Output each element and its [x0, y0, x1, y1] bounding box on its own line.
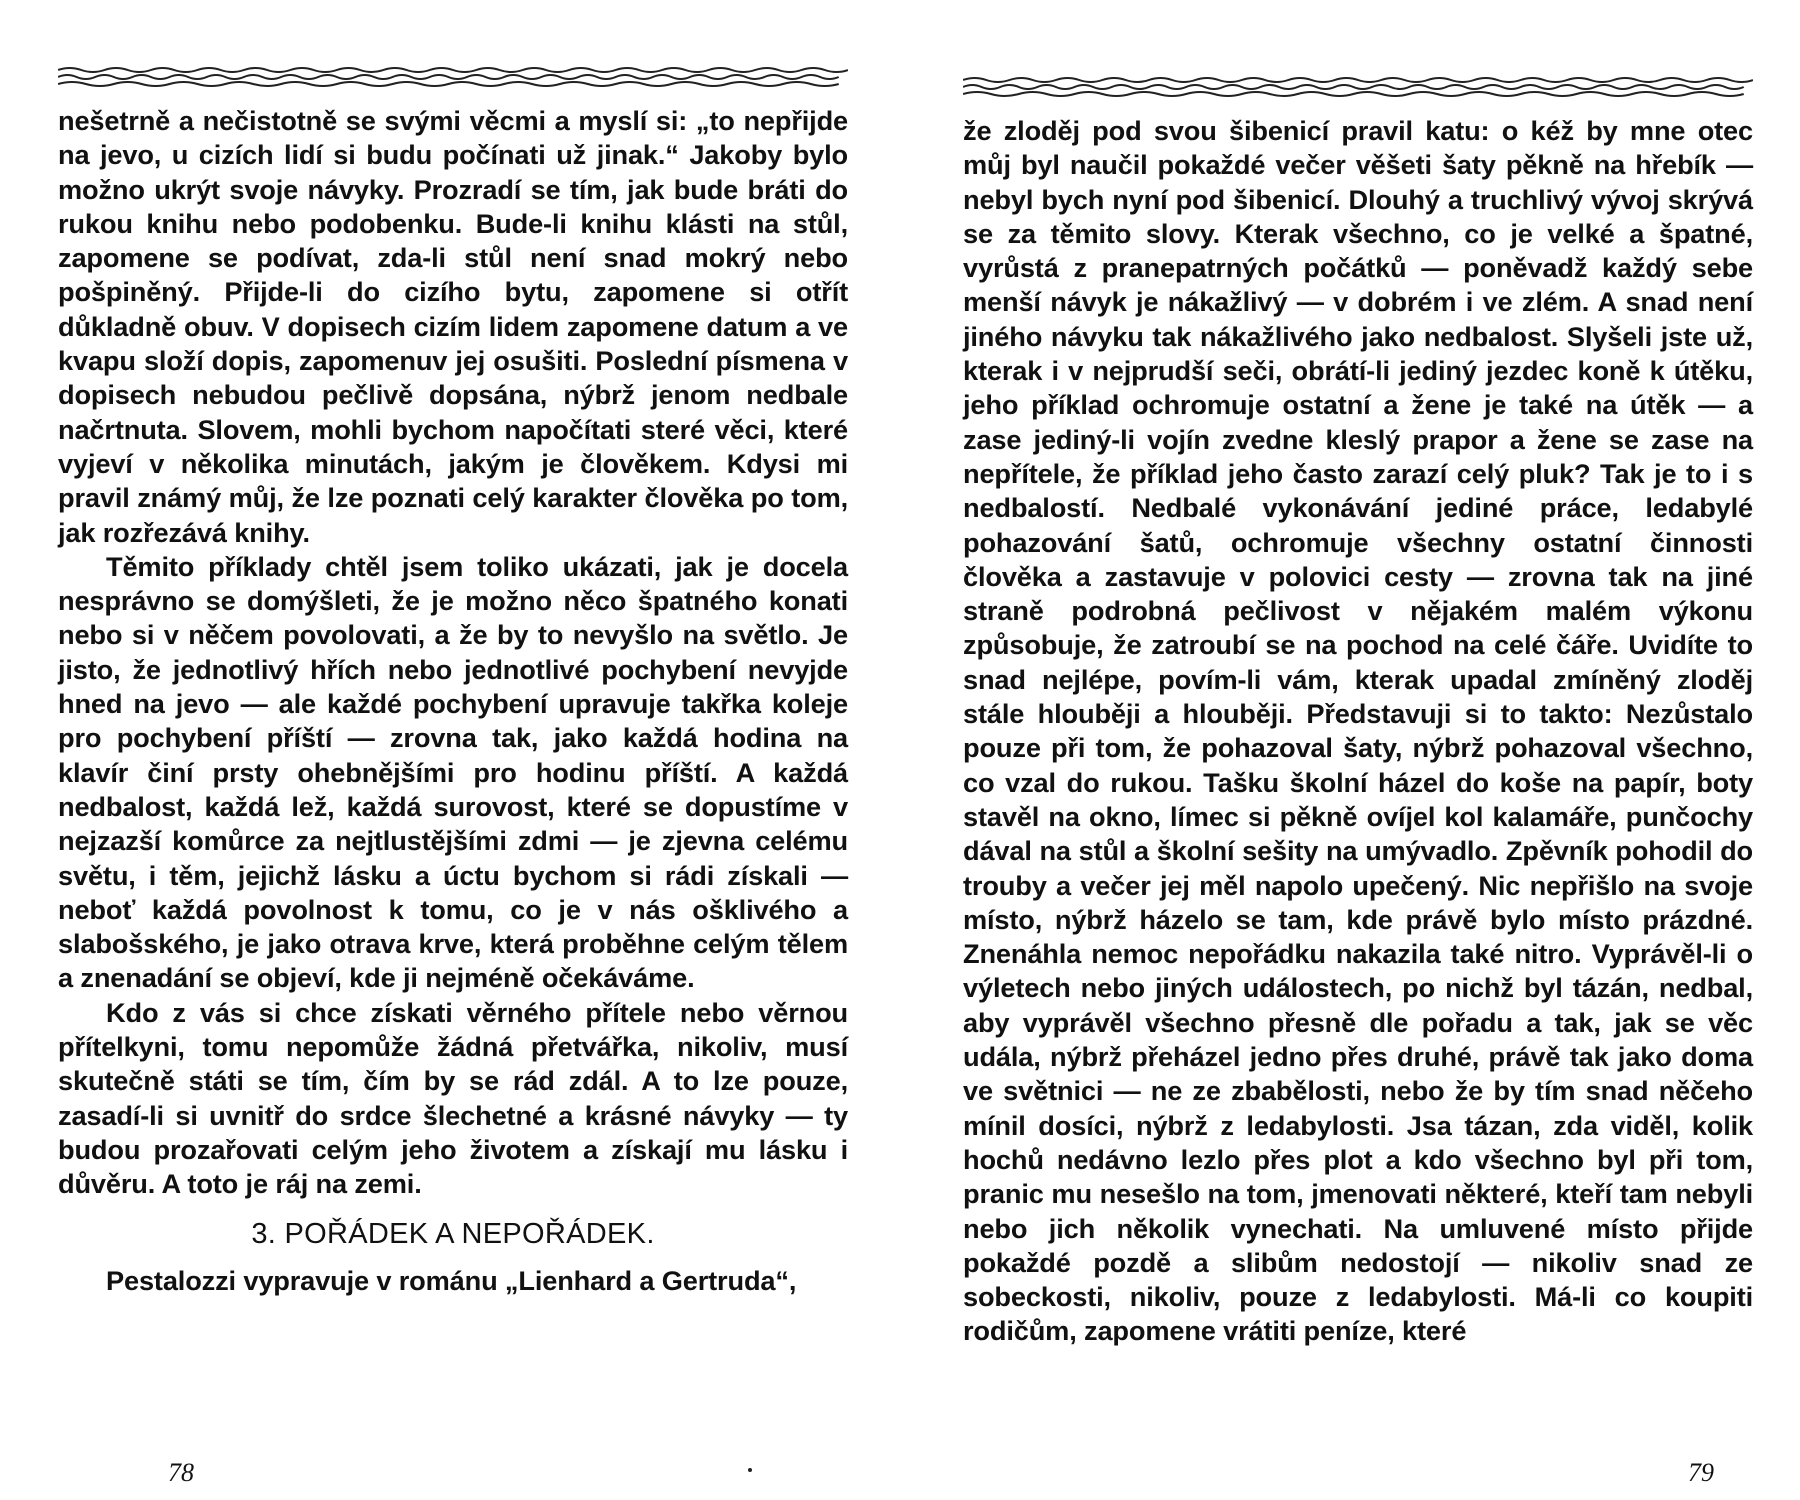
page-number: 79	[1688, 1458, 1714, 1487]
paragraph: nešetrně a nečistotně se svými věcmi a myslí si: „to nepřijde na jevo, u cizích lidí si budu počínati už jinak.“ Jakoby bylo možno ukrýt svoje návyky. Prozradí se tím, jak bude bráti do rukou knihu nebo podobenku. Bude-li knihu klásti na stůl, zapomene se podívat, zda-li stůl není snad mokrý nebo pošpiněný. Přijde-li do cizího bytu, zapomene si otřít důkladně obuv. V dopisech cizím lidem zapomene datum a ve kvapu složí dopis, zapomenuv jej osušiti. Poslední písmena v dopisech nebudou pečlivě dopsána, nýbrž jenom nedbale načrtnuta. Slovem, mohli bychom napočítati steré věci, které vyjeví v několika minutách, jakým je člověkem. Kdysi mi pravil známý můj, že lze poznati celý karakter člověka po tom, jak rozřezává knihy.	[58, 105, 848, 548]
left-page-text	[58, 104, 848, 1298]
paragraph: Kdo z vás si chce získati věrného přítele nebo věrnou přítelkyni, tomu nepomůže žádná přetvářka, nikoliv, musí skutečně státi se tím, čím by se rád zdál. A to lze pouze, zasadí-li si uvnitř do srdce šlechetné a krásné návyky — ty budou prozařovati celým jeho životem a získají mu lásku i důvěru. A toto je ráj na zemi.	[58, 996, 848, 1200]
paragraph: Pestalozzi vypravuje v románu „Lienhard a Gertruda“,	[106, 1264, 797, 1296]
header-ornament	[963, 72, 1753, 102]
right-page	[963, 0, 1753, 1500]
paragraph: Těmito příklady chtěl jsem toliko ukázati, jak je docela nesprávno se domýšleti, že je možno něco špatného konati nebo si v něčem povolovati, a že by to nevyšlo na světlo. Je jisto, že jednotlivý hřích nebo jednotlivé pochybení nevyjde hned na jevo — ale každé pochybení upravuje takřka koleje pro pochybení příští — zrovna tak, jako každá hodina na klavír činí prsty ohebnějšími pro hodinu příští. A každá nedbalost, každá lež, každá surovost, které se dopustíme v nejzazší komůrce za nejtlustějšími zdmi — je zjevna celému světu, i těm, jejichž lásku a úctu bychom si rádi získali — neboť každá povolnost k tomu, co je v nás ošklivého a slabošského, je jako otrava krve, která proběhne celým tělem a znenadání se objeví, kde ji nejméně očekáváme.	[58, 550, 848, 994]
gutter-mark	[748, 1468, 752, 1472]
right-page-text	[963, 114, 1753, 1349]
left-page	[58, 0, 848, 1500]
paragraph: že zloděj pod svou šibenicí pravil katu: o kéž by mne otec můj byl naučil pokaždé večer věšeti šaty pěkně na hřebík — nebyl bych nyní pod šibenicí. Dlouhý a truchlivý vývoj skrývá se za těmito slovy. Kterak všechno, co je velké a špatné, vyrůstá z pranepatrných počátků — poněvadž každý sebe menší návyk je nákažlivý — v dobrém i ve zlém. A snad není jiného návyku tak nákažlivého jako nedbalost. Slyšeli jste už, kterak i v nejprudší seči, obrátí-li jediný jezdec koně k útěku, jeho příklad ochromuje ostatní a žene je také na útěk — a zase jediný-li vojín zvedne kleslý prapor a žene se zase na nepřítele, že příklad jeho často zarazí celý pluk? Tak je to i s nedbalostí. Nedbalé vykonávání jediné práce, ledabylé pohazování šatů, ochromuje všechny ostatní činnosti člověka a zastavuje v polovici cesty — zrovna tak na jiné straně podrobná pečlivost v nějakém malém výkonu způsobuje, že zatroubí se na pochod na celé čáře. Uvidíte to snad nejlépe, povím-li vám, kterak upadal zmíněný zloděj stále hlouběji a hlouběji. Představuji si to takto: Nezůstalo pouze při tom, že pohazoval šaty, nýbrž pohazoval všechno, co vzal do rukou. Tašku školní házel do koše na papír, boty stavěl na okno, límec si pěkně ovíjel kol kalamáře, punčochy dával na stůl a školní sešity na umývadlo. Zpěvník pohodil do trouby a večer jej měl napolo upečený. Nic nepřišlo na svoje místo, nýbrž házelo se tam, kde právě bylo místo prázdné. Znenáhla nemoc nepořádku nakazila také nitro. Vyprávěl-li o výletech nebo jiných událostech, po nichž byl tázán, nedbal, aby vyprávěl všechno přesně dle pořadu a tak, jak se věc udála, nýbrž přeházel jedno přes druhé, právě tak jako doma ve světnici — ne ze zbabělosti, nebo že by tím snad něčeho mínil dosíci, nýbrž z ledabylosti. Jsa tázan, zda viděl, kolik hochů nedávno lezlo přes plot a kdo všechno byl při tom, pranic mu nesešlo na tom, jmenovati některé, kteří tam nebyli nebo jich několik vynechati. Na umluvené místo přijde pokaždé pozdě a slibům nedostojí — nikoliv snad ze sobeckosti, nikoliv, pouze z ledabylosti. Má-li co koupiti rodičům, zapomene vrátiti peníze, které	[963, 115, 1753, 1347]
header-ornament	[58, 62, 848, 92]
section-heading: 3. POŘÁDEK A NEPOŘÁDEK.	[251, 1217, 655, 1250]
page-number: 78	[168, 1458, 194, 1487]
